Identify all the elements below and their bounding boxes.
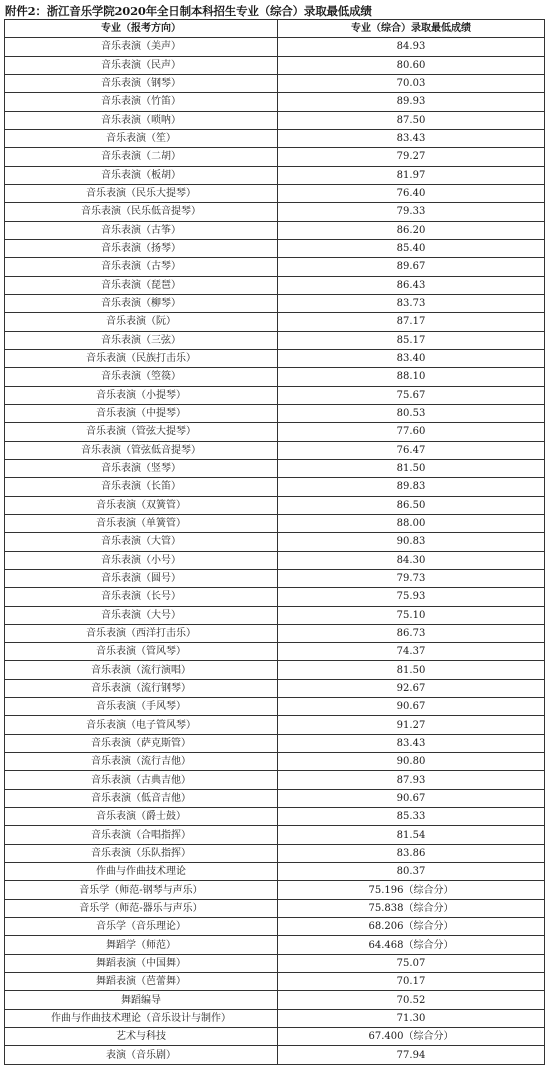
table-row (5, 734, 545, 752)
major-cell: 音乐表演（长笛） (5, 478, 278, 496)
table-row (5, 954, 545, 972)
table-row (5, 1028, 545, 1046)
score-cell: 89.93 (278, 93, 545, 111)
table-row (5, 789, 545, 807)
table-row (5, 863, 545, 881)
score-cell: 89.83 (278, 478, 545, 496)
score-cell: 70.03 (278, 74, 545, 92)
major-cell: 音乐表演（双簧管） (5, 496, 278, 514)
table-row (5, 826, 545, 844)
score-cell: 88.10 (278, 368, 545, 386)
major-cell: 音乐表演（阮） (5, 313, 278, 331)
score-cell: 81.54 (278, 826, 545, 844)
score-cell: 70.17 (278, 973, 545, 991)
score-cell: 74.37 (278, 643, 545, 661)
table-row (5, 918, 545, 936)
major-cell: 音乐表演（管弦低音提琴） (5, 441, 278, 459)
admission-scores-table (4, 19, 545, 1065)
table-row (5, 93, 545, 111)
table-row (5, 588, 545, 606)
major-cell: 音乐学（师范-钢琴与声乐） (5, 881, 278, 899)
score-cell: 79.33 (278, 203, 545, 221)
major-cell: 音乐表演（乐队指挥） (5, 844, 278, 862)
table-row (5, 899, 545, 917)
score-cell: 87.50 (278, 111, 545, 129)
major-cell: 音乐表演（琵琶） (5, 276, 278, 294)
table-row (5, 129, 545, 147)
score-cell: 87.93 (278, 771, 545, 789)
table-row (5, 423, 545, 441)
score-cell: 87.17 (278, 313, 545, 331)
table-row (5, 56, 545, 74)
major-cell: 音乐表演（管风琴） (5, 643, 278, 661)
table-row (5, 313, 545, 331)
score-cell: 71.30 (278, 1009, 545, 1027)
score-cell: 67.400（综合分） (278, 1028, 545, 1046)
score-cell: 90.67 (278, 789, 545, 807)
major-cell: 音乐表演（流行钢琴） (5, 679, 278, 697)
major-cell: 音乐学（音乐理论） (5, 918, 278, 936)
major-cell: 音乐表演（小号） (5, 551, 278, 569)
table-row (5, 38, 545, 56)
major-cell: 音乐表演（民族打击乐） (5, 349, 278, 367)
score-cell: 75.10 (278, 606, 545, 624)
major-cell: 音乐表演（古筝） (5, 221, 278, 239)
table-row (5, 368, 545, 386)
major-cell: 表演（音乐剧） (5, 1046, 278, 1064)
table-row (5, 1009, 545, 1027)
score-cell: 77.94 (278, 1046, 545, 1064)
major-cell: 音乐表演（板胡） (5, 166, 278, 184)
score-cell: 86.50 (278, 496, 545, 514)
table-row (5, 624, 545, 642)
score-cell: 85.17 (278, 331, 545, 349)
table-row (5, 643, 545, 661)
table-row (5, 404, 545, 422)
major-cell: 舞蹈表演（中国舞） (5, 954, 278, 972)
table-row (5, 331, 545, 349)
table-row (5, 569, 545, 587)
table-row (5, 349, 545, 367)
major-cell: 音乐表演（流行吉他） (5, 753, 278, 771)
major-cell: 音乐表演（竖琴） (5, 459, 278, 477)
score-cell: 81.97 (278, 166, 545, 184)
score-cell: 86.73 (278, 624, 545, 642)
table-row (5, 514, 545, 532)
table-row (5, 276, 545, 294)
major-cell: 音乐表演（三弦） (5, 331, 278, 349)
score-cell: 75.196（综合分） (278, 881, 545, 899)
score-cell: 83.73 (278, 294, 545, 312)
major-cell: 音乐表演（民乐大提琴） (5, 184, 278, 202)
major-cell: 音乐表演（中提琴） (5, 404, 278, 422)
major-cell: 音乐表演（西洋打击乐） (5, 624, 278, 642)
major-cell: 音乐表演（萨克斯管） (5, 734, 278, 752)
major-cell: 音乐表演（长号） (5, 588, 278, 606)
score-cell: 76.40 (278, 184, 545, 202)
score-cell: 91.27 (278, 716, 545, 734)
score-cell: 80.60 (278, 56, 545, 74)
major-cell: 音乐表演（二胡） (5, 148, 278, 166)
score-cell: 92.67 (278, 679, 545, 697)
score-cell: 70.52 (278, 991, 545, 1009)
major-cell: 舞蹈编导 (5, 991, 278, 1009)
score-cell: 86.43 (278, 276, 545, 294)
major-cell: 音乐表演（扬琴） (5, 239, 278, 257)
major-cell: 音乐表演（柳琴） (5, 294, 278, 312)
major-cell: 音乐表演（钢琴） (5, 74, 278, 92)
table-row (5, 166, 545, 184)
table-row (5, 294, 545, 312)
score-cell: 84.30 (278, 551, 545, 569)
score-cell: 75.67 (278, 386, 545, 404)
table-row (5, 606, 545, 624)
table-row (5, 881, 545, 899)
table-row (5, 203, 545, 221)
major-cell: 音乐学（师范-器乐与声乐） (5, 899, 278, 917)
header-min-score: 专业（综合）录取最低成绩 (278, 20, 545, 38)
major-cell: 音乐表演（民乐低音提琴） (5, 203, 278, 221)
score-cell: 75.07 (278, 954, 545, 972)
major-cell: 作曲与作曲技术理论（音乐设计与制作） (5, 1009, 278, 1027)
table-row (5, 239, 545, 257)
table-row (5, 753, 545, 771)
major-cell: 音乐表演（管弦大提琴） (5, 423, 278, 441)
major-cell: 音乐表演（古琴） (5, 258, 278, 276)
score-cell: 90.80 (278, 753, 545, 771)
score-cell: 86.20 (278, 221, 545, 239)
major-cell: 舞蹈学（师范） (5, 936, 278, 954)
major-cell: 音乐表演（电子管风琴） (5, 716, 278, 734)
table-row (5, 679, 545, 697)
table-row (5, 74, 545, 92)
major-cell: 舞蹈表演（芭蕾舞） (5, 973, 278, 991)
table-row (5, 973, 545, 991)
major-cell: 音乐表演（大管） (5, 533, 278, 551)
score-cell: 89.67 (278, 258, 545, 276)
score-cell: 79.73 (278, 569, 545, 587)
major-cell: 音乐表演（合唱指挥） (5, 826, 278, 844)
table-row (5, 533, 545, 551)
score-cell: 76.47 (278, 441, 545, 459)
major-cell: 音乐表演（民声） (5, 56, 278, 74)
score-cell: 80.37 (278, 863, 545, 881)
major-cell: 音乐表演（美声） (5, 38, 278, 56)
table-body (5, 38, 545, 1064)
table-row (5, 496, 545, 514)
score-cell: 90.83 (278, 533, 545, 551)
score-cell: 77.60 (278, 423, 545, 441)
major-cell: 音乐表演（单簧管） (5, 514, 278, 532)
table-row (5, 551, 545, 569)
score-cell: 83.86 (278, 844, 545, 862)
score-cell: 79.27 (278, 148, 545, 166)
table-row (5, 716, 545, 734)
table-row (5, 441, 545, 459)
table-row (5, 771, 545, 789)
table-row (5, 111, 545, 129)
score-cell: 75.93 (278, 588, 545, 606)
score-cell: 81.50 (278, 661, 545, 679)
score-cell: 84.93 (278, 38, 545, 56)
score-cell: 68.206（综合分） (278, 918, 545, 936)
major-cell: 音乐表演（笙） (5, 129, 278, 147)
table-row (5, 459, 545, 477)
table-row (5, 1046, 545, 1064)
major-cell: 音乐表演（爵士鼓） (5, 808, 278, 826)
table-row (5, 258, 545, 276)
major-cell: 音乐表演（手风琴） (5, 698, 278, 716)
score-cell: 80.53 (278, 404, 545, 422)
header-major: 专业（报考方向） (5, 20, 278, 38)
score-cell: 85.33 (278, 808, 545, 826)
table-row (5, 386, 545, 404)
table-row (5, 661, 545, 679)
score-cell: 81.50 (278, 459, 545, 477)
table-row (5, 478, 545, 496)
major-cell: 音乐表演（低音吉他） (5, 789, 278, 807)
score-cell: 83.40 (278, 349, 545, 367)
major-cell: 作曲与作曲技术理论 (5, 863, 278, 881)
table-row (5, 148, 545, 166)
table-row (5, 698, 545, 716)
major-cell: 音乐表演（圆号） (5, 569, 278, 587)
document-title: 附件2：浙江音乐学院2020年全日制本科招生专业（综合）录取最低成绩 (5, 4, 372, 18)
score-cell: 83.43 (278, 129, 545, 147)
score-cell: 64.468（综合分） (278, 936, 545, 954)
score-cell: 85.40 (278, 239, 545, 257)
major-cell: 音乐表演（小提琴） (5, 386, 278, 404)
score-cell: 83.43 (278, 734, 545, 752)
score-cell: 75.838（综合分） (278, 899, 545, 917)
score-cell: 90.67 (278, 698, 545, 716)
table-row (5, 936, 545, 954)
major-cell: 音乐表演（竹笛） (5, 93, 278, 111)
major-cell: 艺术与科技 (5, 1028, 278, 1046)
major-cell: 音乐表演（流行演唱） (5, 661, 278, 679)
score-cell: 88.00 (278, 514, 545, 532)
major-cell: 音乐表演（唢呐） (5, 111, 278, 129)
table-row (5, 991, 545, 1009)
table-row (5, 221, 545, 239)
table-row (5, 844, 545, 862)
table-row (5, 184, 545, 202)
major-cell: 音乐表演（大号） (5, 606, 278, 624)
table-row (5, 808, 545, 826)
major-cell: 音乐表演（箜篌） (5, 368, 278, 386)
major-cell: 音乐表演（古典吉他） (5, 771, 278, 789)
table-header-row (5, 20, 545, 38)
